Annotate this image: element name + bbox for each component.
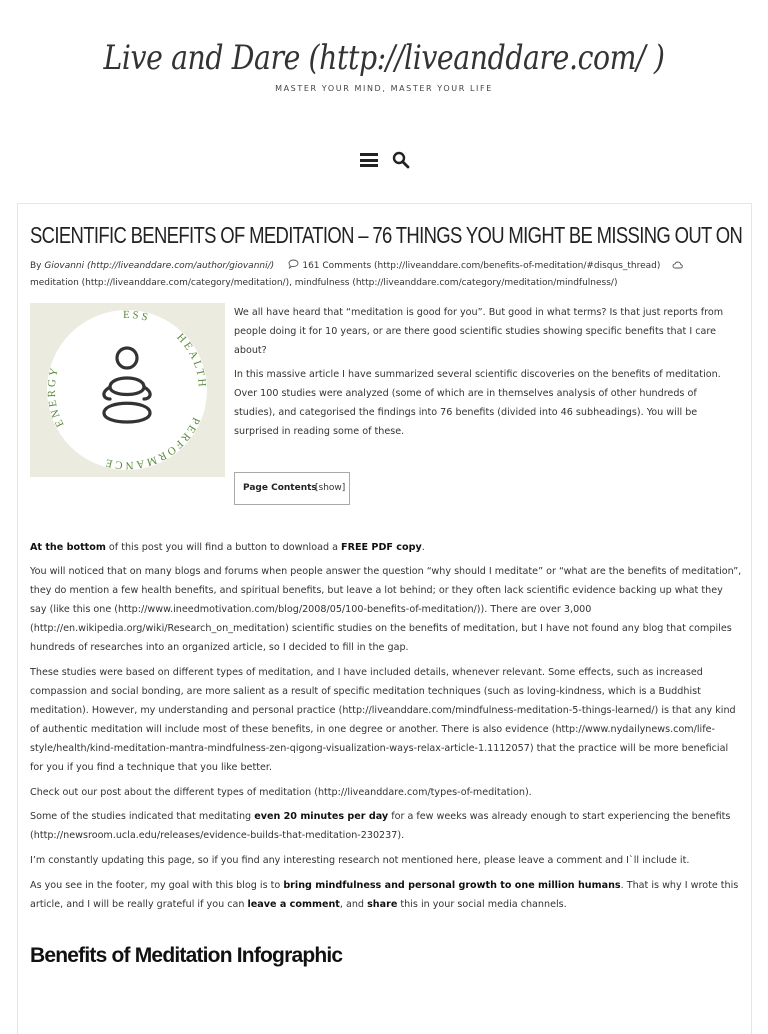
- infographic-heading: Benefits of Meditation Infographic: [30, 944, 343, 967]
- post-meta-line-2: [30, 278, 742, 288]
- page-contents-show-toggle[interactable]: [show]: [315, 483, 346, 493]
- updating-paragraph: I’m constantly updating this page, so if you find any interesting research not mentioned here, please leave a comment and I`ll include it.: [30, 855, 690, 866]
- author-link[interactable]: Giovanni (http://liveanddare.com/author/giovanni/): [44, 261, 275, 271]
- bottom-pdf-paragraph: [30, 538, 742, 557]
- meditation-logo-image: [30, 303, 225, 477]
- noticed-paragraph: You will noticed that on many blogs and forums when people answer the question “why should I meditate” or “what are the benefits of meditation”, they do mention a few health benefits, and spiritual benefits, but leave a lot behind; or they often lack scientific evidence backing up what they say (like this one (http://www.ineedmotivation.com/blog/2008/05/100-benefits-of-meditation/)). There are over 3,000 (http://en.wikipedia.org/wiki/Research_on_meditation) scientific studies on the benefits of meditation, but I have not found any blog that compiles hundreds of researches into an organized article, so I decided to fill in the gap.: [30, 566, 742, 653]
- intro-paragraph-1: We all have heard that “meditation is good for you”. But good in what terms? Is that just reports from people doing it for 10 years, or are there good scientific studies showing specific benefits that I care about?: [234, 307, 724, 356]
- category-icon: [672, 260, 683, 269]
- goal-bold: bring mindfulness and personal growth to one million humans: [283, 880, 621, 891]
- text-span: of this post you will find a button to download a: [105, 542, 342, 553]
- logo-word-health: HEALTH: [174, 331, 209, 390]
- goal-paragraph: [30, 876, 742, 914]
- text-span: .: [421, 542, 425, 553]
- hamburger-menu-icon[interactable]: [360, 153, 378, 167]
- by-label: By: [30, 261, 42, 271]
- main-nav: [358, 150, 418, 172]
- categories-links[interactable]: meditation (http://liveanddare.com/category/meditation/), mindfulness (http://liveanddare.com/category/meditation/mindfulness/): [30, 278, 618, 288]
- intro-paragraph-2: In this massive article I have summarized several scientific discoveries on the benefits of meditation. Over 100 studies were analyzed (some of which are in themselves analysis of other hundreds of studies), and categorised the findings into 76 benefits (divided into 46 subheadings). You will be surprised in reading some of these.: [234, 369, 721, 437]
- studies-paragraph: These studies were based on different types of meditation, and I have included details, whenever relevant. Some effects, such as increased compassion and social bonding, are more salient as a result of specific meditation techniques (such as loving-kindness, which is a Buddhist meditation). However, my understanding and personal practice (http://liveanddare.com/mindfulness-meditation-5-things-learned/) is that any kind of authentic meditation will include most of these benefits, in one degree or another. There is also evidence (http://www.nydailynews.com/life-style/health/kind-meditation-mantra-mindfulness-zen-qigong-visualization-ways-relax-article-1.1112057) that the practice will be more beneficial for you if you find a technique that you like better.: [30, 667, 736, 773]
- text-span: . That is why I wrote this article, and I will be really grateful if you can: [30, 880, 739, 910]
- text-span: for a few weeks was already enough to start experiencing the benefits (http://newsroom.ucla.edu/releases/evidence-builds-that-meditation-230237).: [30, 811, 731, 841]
- page-contents-box: [234, 472, 350, 505]
- meditation-logo-svg: [30, 303, 225, 477]
- post-meta-line-1: [30, 259, 742, 271]
- logo-word-happiness: ESS: [122, 308, 152, 325]
- at-the-bottom-bold: At the bottom: [30, 542, 106, 553]
- logo-word-energy: ENERGY: [45, 364, 67, 429]
- check-out-paragraph: Check out our post about the different types of meditation (http://liveanddare.com/types-of-meditation).: [30, 787, 532, 798]
- leave-comment-bold: leave a comment: [247, 899, 340, 910]
- free-pdf-bold: FREE PDF copy: [341, 542, 422, 553]
- share-bold: share: [367, 899, 398, 910]
- article: [17, 203, 752, 1034]
- twenty-minutes-bold: even 20 minutes per day: [254, 811, 389, 822]
- text-span: , and: [339, 899, 368, 910]
- site-tagline: MASTER YOUR MIND, MASTER YOUR LIFE: [275, 84, 493, 93]
- site-header: [0, 0, 768, 200]
- site-title-link[interactable]: Live and Dare (http://liveanddare.com/ ): [103, 38, 665, 78]
- comment-icon: [288, 259, 299, 269]
- text-span: Some of the studies indicated that meditating: [30, 811, 255, 822]
- logo-word-performance: PERFORMANCE: [101, 415, 203, 472]
- comments-link[interactable]: 161 Comments (http://liveanddare.com/benefits-of-meditation/#disqus_thread): [302, 261, 661, 271]
- twenty-minutes-paragraph: [30, 807, 742, 845]
- search-icon[interactable]: [392, 151, 410, 169]
- text-span: As you see in the footer, my goal with this blog is to: [30, 880, 284, 891]
- text-span: this in your social media channels.: [397, 899, 567, 910]
- post-title: SCIENTIFIC BENEFITS OF MEDITATION – 76 THINGS YOU MIGHT BE MISSING OUT ON: [30, 222, 743, 248]
- page-contents-title: Page Contents: [243, 483, 317, 493]
